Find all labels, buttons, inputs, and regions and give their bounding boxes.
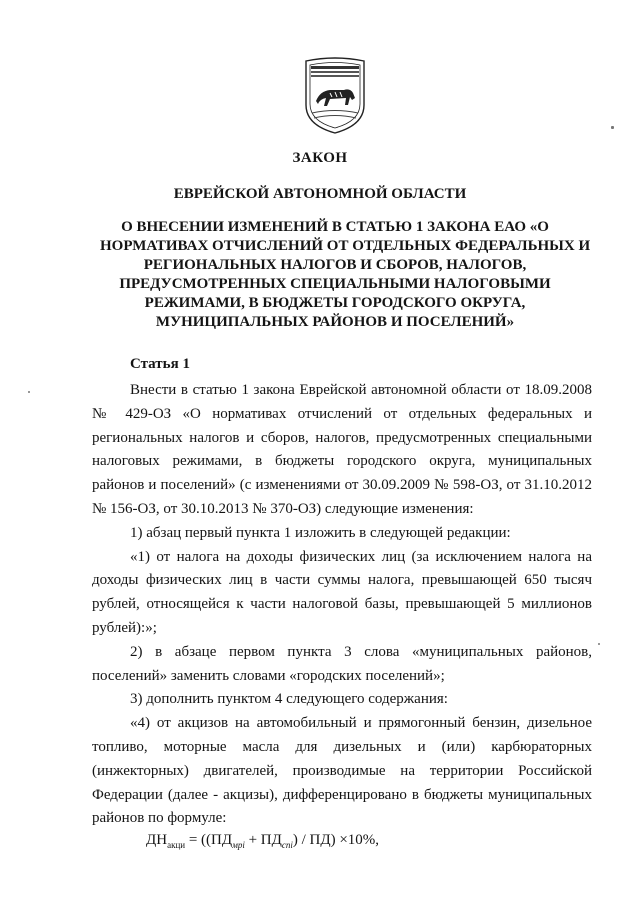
body-line: топливо, моторные масла для дизельных и (или) карбюраторных bbox=[92, 738, 592, 755]
scan-speck bbox=[28, 391, 30, 393]
body-line: № 156-ОЗ, от 30.10.2013 № 370-ОЗ) следующие изменения: bbox=[92, 500, 474, 517]
scan-speck bbox=[611, 126, 614, 129]
formula-lhs-subscript: акци bbox=[167, 840, 186, 850]
coat-of-arms-emblem bbox=[300, 53, 370, 137]
body-line: региональных налогов и сборов, налогов, предусмотренных специальными bbox=[92, 429, 592, 446]
body-line: «1) от налога на доходы физических лиц (за исключением налога на bbox=[130, 548, 592, 565]
body-line: рублей):»; bbox=[92, 619, 157, 636]
formula-open: = ((ПД bbox=[185, 832, 233, 848]
law-title bbox=[100, 218, 591, 332]
formula-term1-subscript: мрі bbox=[232, 840, 245, 850]
title-line: О ВНЕСЕНИИ ИЗМЕНЕНИЙ В СТАТЬЮ 1 ЗАКОНА ЕАО «О bbox=[121, 219, 549, 235]
formula-term2-subscript: спі bbox=[281, 840, 293, 850]
body-line: «4) от акцизов на автомобильный и прямогонный бензин, дизельное bbox=[130, 715, 592, 732]
title-line: ПРЕДУСМОТРЕННЫХ СПЕЦИАЛЬНЫМИ НАЛОГОВЫМИ bbox=[119, 276, 551, 292]
body-line: 2) в абзаце первом пункта 3 слова «муниципальных районов, bbox=[130, 643, 592, 660]
formula-close: ) / ПД) ×10%, bbox=[292, 832, 380, 848]
formula-lhs: ДН bbox=[146, 832, 168, 848]
title-line: НОРМАТИВАХ ОТЧИСЛЕНИЙ ОТ ОТДЕЛЬНЫХ ФЕДЕРАЛЬНЫХ И bbox=[100, 238, 591, 254]
article-heading: Статья 1 bbox=[130, 356, 190, 372]
body-line: 1) абзац первый пункта 1 изложить в следующей редакции: bbox=[130, 524, 511, 541]
body-line: (инжекторных) двигателей, производимые на территории Российской bbox=[92, 762, 592, 779]
body-line: налоговых режимами, в бюджеты городского округа, муниципальных bbox=[92, 453, 592, 470]
article-body bbox=[92, 379, 592, 831]
title-line: РЕЖИМАМИ, В БЮДЖЕТЫ ГОРОДСКОГО ОКРУГА, bbox=[144, 295, 526, 311]
issuing-region: ЕВРЕЙСКОЙ АВТОНОМНОЙ ОБЛАСТИ bbox=[173, 186, 467, 202]
body-line: районов по формуле: bbox=[92, 810, 227, 827]
body-line: № 429-ОЗ «О нормативах отчислений от отдельных федеральных и bbox=[92, 405, 592, 422]
body-line: доходы физических лиц в части суммы налога, превышающей 650 тысяч bbox=[92, 572, 592, 589]
title-line: МУНИЦИПАЛЬНЫХ РАЙОНОВ И ПОСЕЛЕНИЙ» bbox=[155, 314, 515, 330]
body-line: Федерации (далее - акцизы), дифференцировано в бюджеты муниципальных bbox=[92, 786, 592, 803]
body-line: районов и поселений» (с изменениями от 30.09.2009 № 598-ОЗ, от 31.10.2012 bbox=[92, 477, 592, 494]
title-line: РЕГИОНАЛЬНЫХ НАЛОГОВ И СБОРОВ, НАЛОГОВ, bbox=[143, 257, 527, 273]
formula-plus: + ПД bbox=[244, 832, 282, 848]
body-line: 3) дополнить пунктом 4 следующего содержания: bbox=[130, 691, 448, 708]
scan-speck bbox=[598, 643, 600, 645]
body-line: рублей, относящейся к части налоговой базы, превышающей 5 миллионов bbox=[92, 596, 592, 613]
body-line: Внести в статью 1 закона Еврейской автономной области от 18.09.2008 bbox=[130, 382, 592, 398]
allocation-formula bbox=[146, 832, 379, 850]
body-line: поселений» заменить словами «городских поселений»; bbox=[92, 667, 445, 684]
document-type: ЗАКОН bbox=[292, 150, 348, 166]
